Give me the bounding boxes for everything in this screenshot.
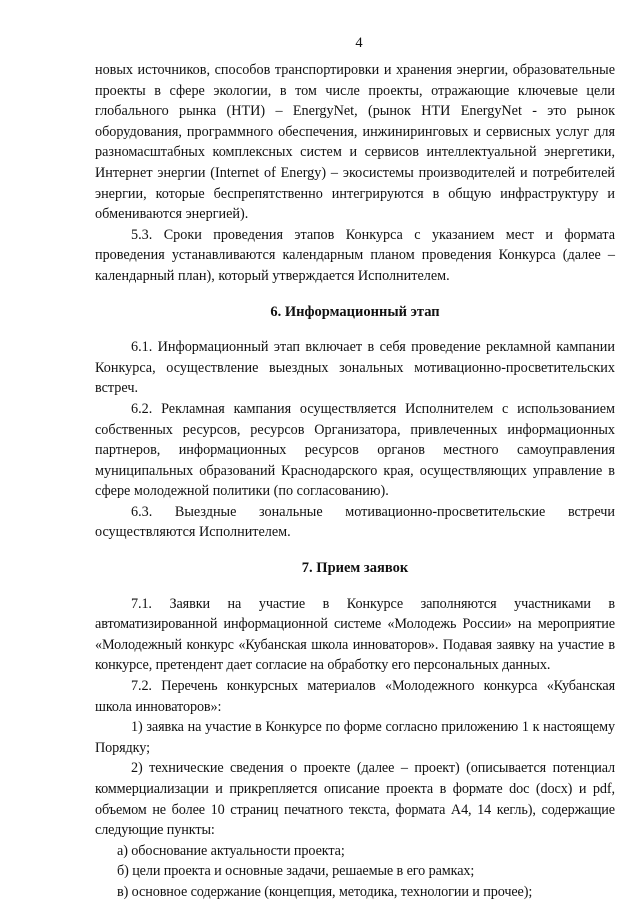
paragraph-7-2: 7.2. Перечень конкурсных материалов «Молодежного конкурса «Кубанская школа инноваторов»: [95,678,615,715]
sub-item-c: в) основное содержание (концепция, методика, технологии и прочее); [117,883,533,900]
continuation-paragraph: новых источников, способов транспортировки и хранения энергии, образовательные проекты в сфере экологии, в том числе проекты, отражающие ключевые цели глобального рынка (НТИ) – EnergyNet, (рынок НТИ EnergyNet - это рынок оборудования, программного обеспечения, инжиниринговых и сервисных услуг для разномасштабных комплексных систем и сервисов интеллектуальной энергетики, Интернет энергии (Internet of Energy) – экосистемы производителей и потребителей энергии, которые беспрепятственно интегрируются в общую инфраструктуру и обмениваются энергией). [95,62,615,223]
paragraph-7-1: 7.1. Заявки на участие в Конкурсе заполняются участниками в автоматизированной информационной системе «Молодежь России» на мероприятие «Молодежный конкурс «Кубанская школа инноваторов». Подавая заявку на участие в конкурсе, претендент дает согласие на обработку его персональных данных. [95,595,615,674]
paragraph-6-1: 6.1. Информационный этап включает в себя проведение рекламной кампании Конкурса, осуществление выездных зональных мотивационно-просветительских встреч. [95,339,615,397]
list-item-2: 2) технические сведения о проекте (далее – проект) (описывается потенциал коммерциализации и прикрепляется описание проекта в формате doc (docx) и pdf, объемом не более 10 страниц печатного текста, формата А4, 14 кегль), содержащие следующие пункты: [95,760,615,839]
list-item-1: 1) заявка на участие в Конкурсе по форме согласно приложению 1 к настоящему Порядку; [95,719,615,756]
paragraph-6-2: 6.2. Рекламная кампания осуществляется Исполнителем с использованием собственных ресурсов, ресурсов Организатора, привлеченных информационных партнеров, информационных ресурсов органов местного самоуправления муниципальных образований Краснодарского края, осуществляющих управление в сфере молодежной политики (по согласованию). [95,400,615,500]
section-6-heading: 6. Информационный этап [270,303,440,320]
document-page [95,32,615,903]
page-number: 4 [355,35,363,51]
section-7-heading: 7. Прием заявок [301,560,409,577]
sub-item-a: а) обоснование актуальности проекта; [117,842,345,859]
paragraph-6-3: 6.3. Выездные зональные мотивационно-просветительские встречи осуществляются Исполнителем. [95,503,615,541]
paragraph-5-3: 5.3. Сроки проведения этапов Конкурса с указанием мест и формата проведения устанавливаются календарным планом проведения Конкурса (далее – календарный план), который утверждается Исполнителем. [95,226,615,284]
sub-item-b: б) цели проекта и основные задачи, решаемые в его рамках; [117,863,475,880]
